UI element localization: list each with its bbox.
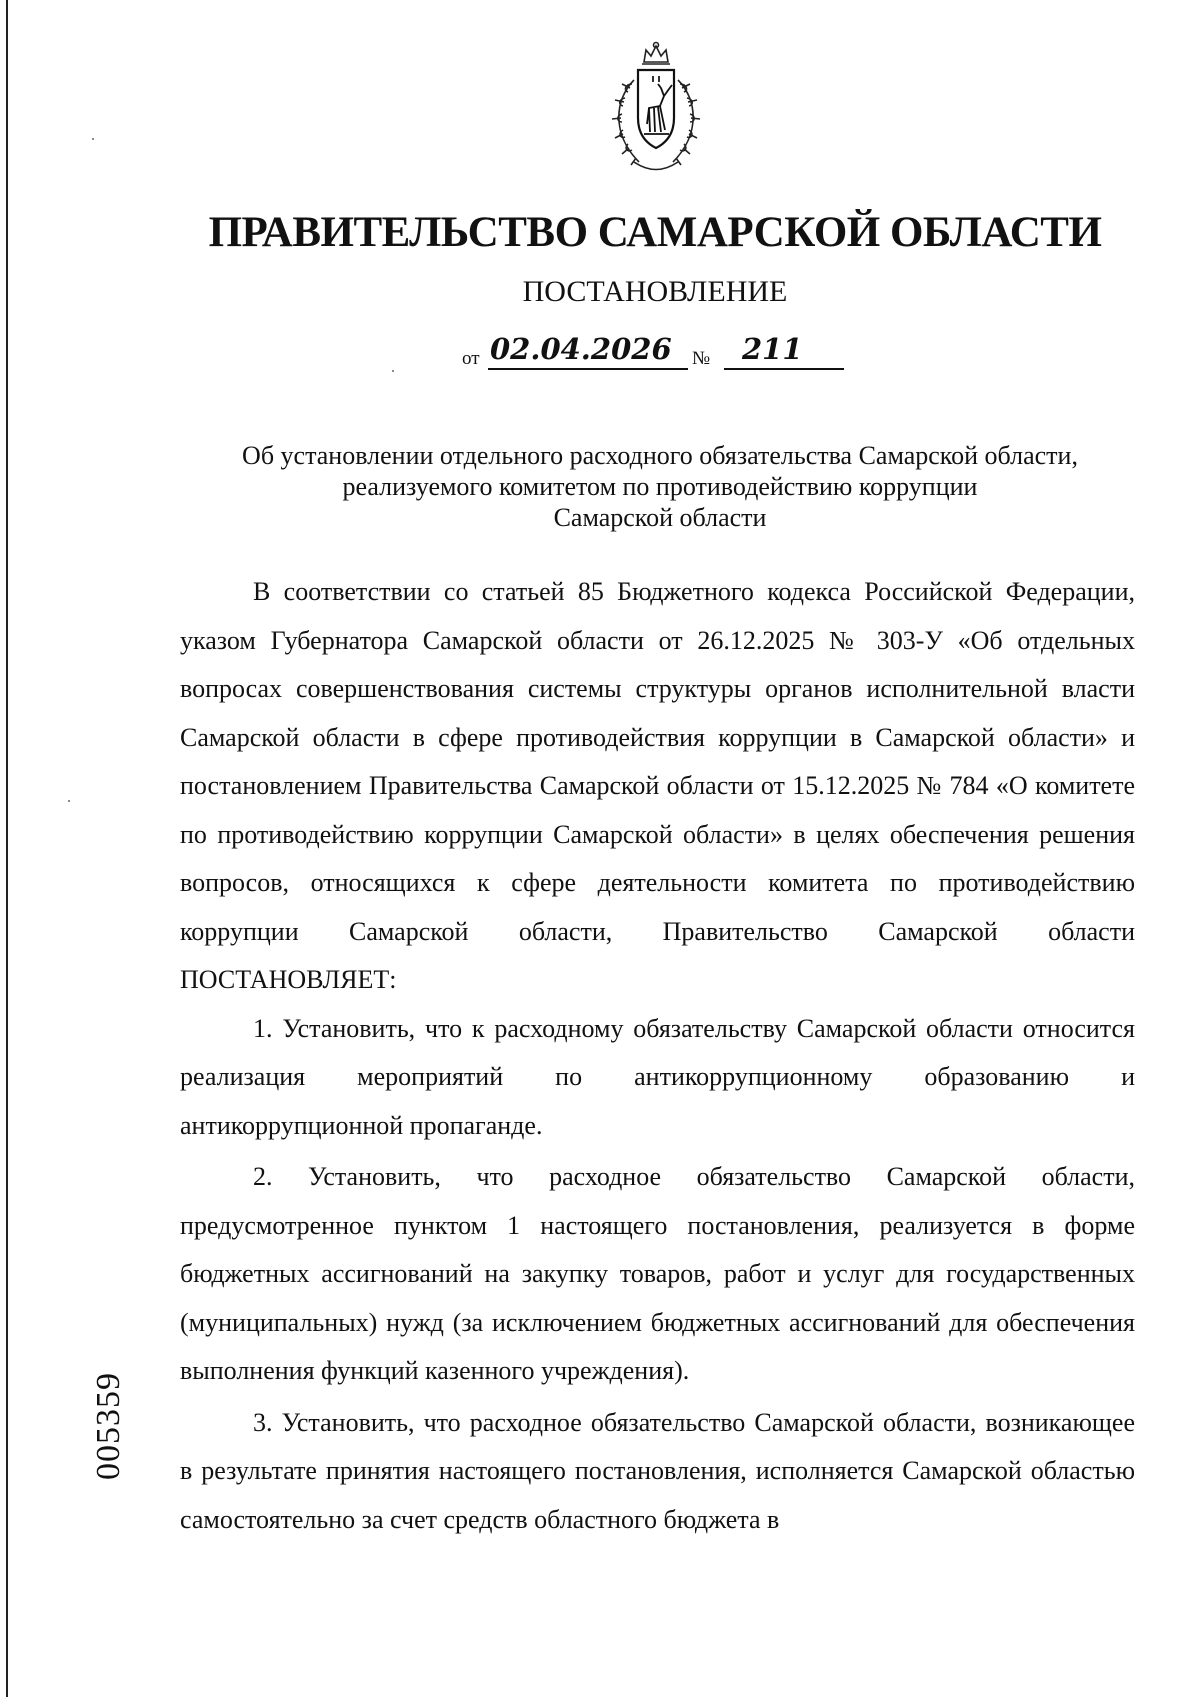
subject-line: Самарской области (553, 503, 767, 532)
subject-line: реализуемого комитетом по противодействию коррупции (342, 472, 978, 501)
scan-speck (92, 138, 94, 140)
document-subject (180, 440, 1140, 533)
preamble-paragraph: В соответствии со статьей 85 Бюджетного кодекса Российской Федерации, указом Губернатора Самарской области от 26.12.2025 № 303-У «Об отдельных вопросах совершенствования системы структуры органов исполнительной власти Самарской области в сфере противодействия коррупции в Самарской области» и постановлением Правительства Самарской области от 15.12.2025 № 784 «О комитете по противодействию коррупции Самарской области» в целях обеспечения решения вопросов, относящихся к сфере деятельности комитета по противодействию коррупции Самарской области, Правительство Самарской области ПОСТАНОВЛЯЕТ: (180, 577, 1135, 994)
coat-of-arms-icon (594, 40, 718, 175)
handwritten-number: 211 (742, 332, 803, 366)
subject-line: Об установлении отдельного расходного обязательства Самарской области, (242, 441, 1078, 470)
date-prefix: от (462, 348, 480, 369)
scan-speck (392, 370, 394, 372)
item-2-paragraph: 2. Установить, что расходное обязательство Самарской области, предусмотренное пунктом 1 настоящего постановления, реализуется в форме бюджетных ассигнований на закупку товаров, работ и услуг для государственных (муниципальных) нужд (за исключением бюджетных ассигнований для обеспечения выполнения функций казенного учреждения). (180, 1162, 1135, 1385)
margin-registration-number: 005359 (90, 1372, 127, 1480)
scan-speck (68, 800, 70, 802)
handwritten-date: 02.04.2026 (490, 332, 672, 366)
item-1-paragraph: 1. Установить, что к расходному обязательству Самарской области относится реализация мероприятий по антикоррупционному образованию и антикоррупционной пропаганде. (180, 1013, 1135, 1140)
number-underline (724, 368, 844, 370)
document-type: ПОСТАНОВЛЕНИЕ (522, 275, 788, 308)
document-body (180, 568, 1135, 1544)
document-date-number-line (462, 332, 862, 376)
number-prefix: № (692, 348, 711, 369)
item-3-paragraph: 3. Установить, что расходное обязательство Самарской области, возникающее в результате принятия настоящего постановления, исполняется Самарской областью самостоятельно за счет средств областного бюджета в (180, 1407, 1135, 1534)
date-underline (488, 368, 688, 370)
organization-title: ПРАВИТЕЛЬСТВО САМАРСКОЙ ОБЛАСТИ (208, 209, 1102, 256)
